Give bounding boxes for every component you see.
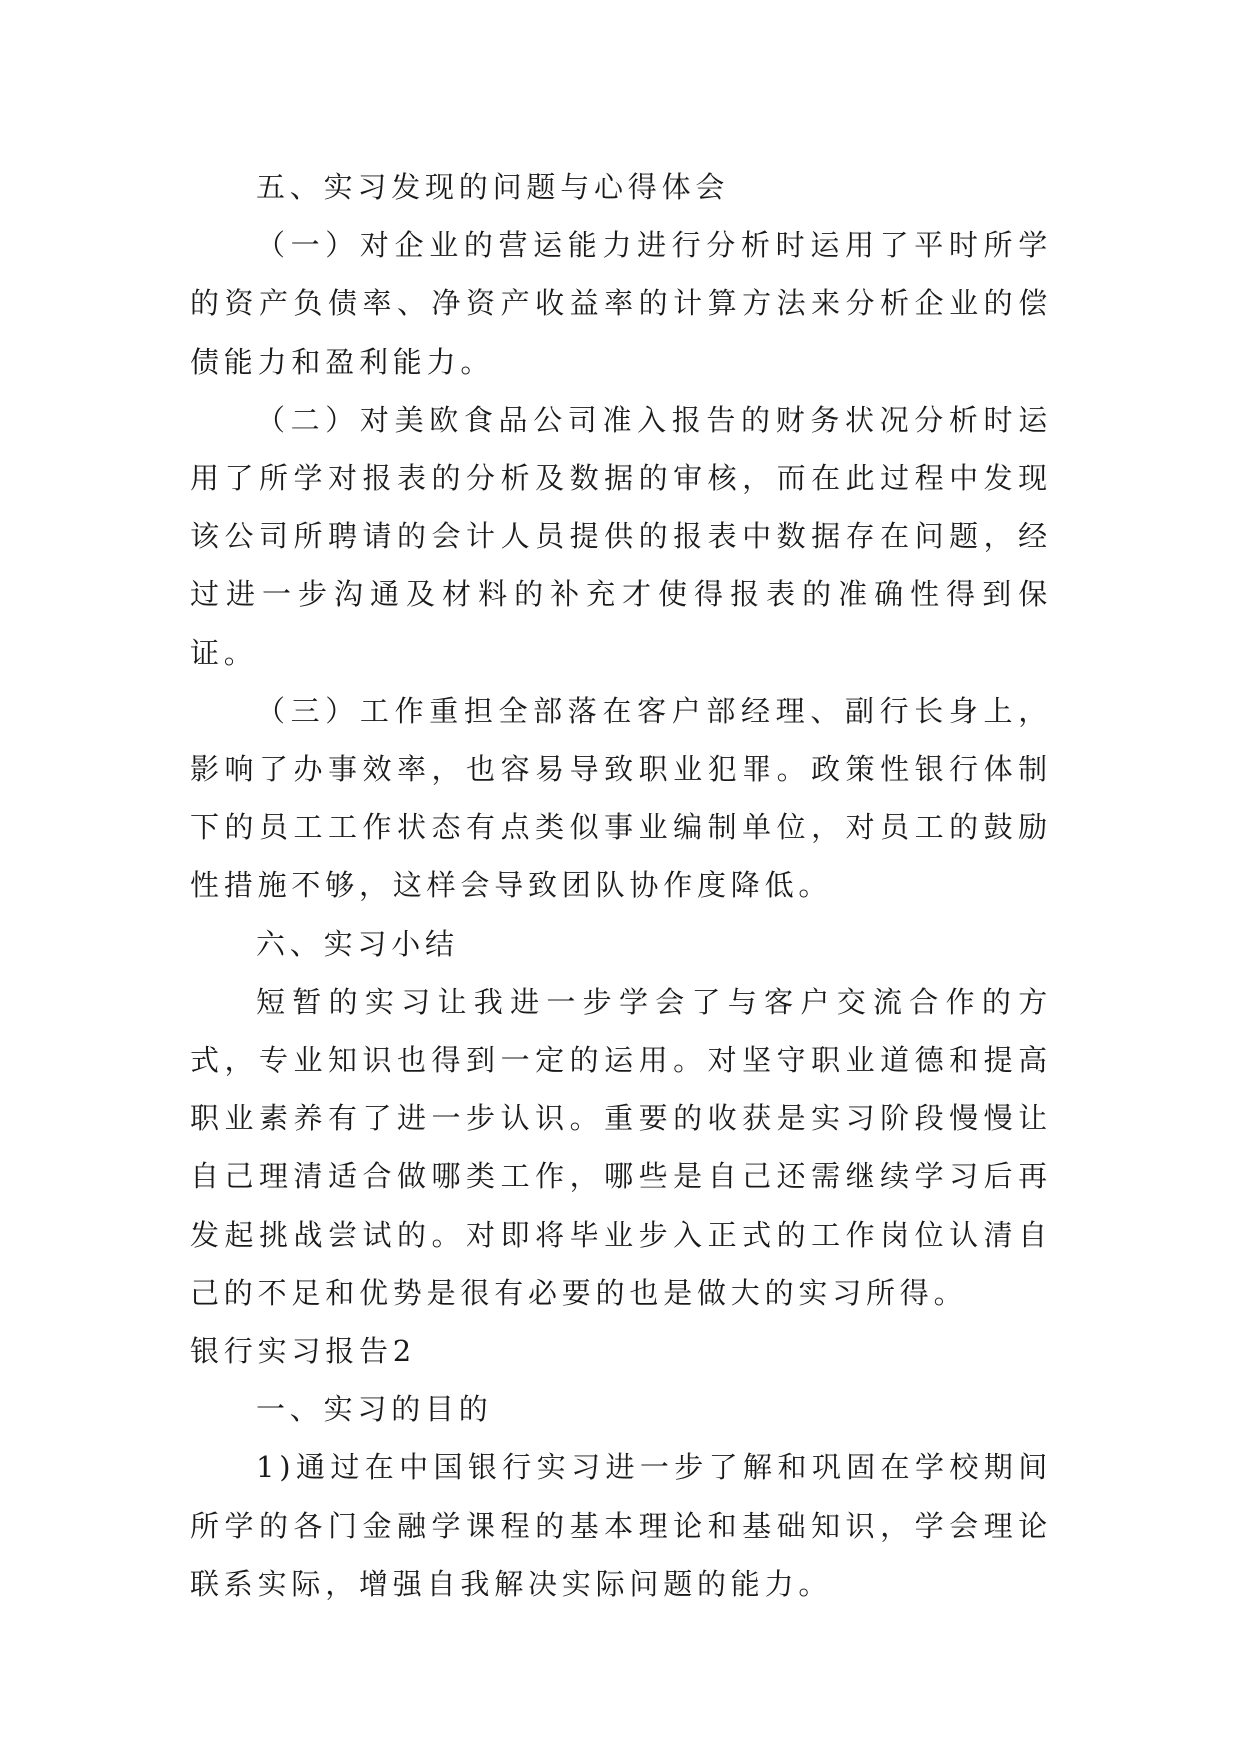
report-title: 银行实习报告2 (190, 1334, 417, 1369)
document-body (190, 158, 1052, 1613)
section-heading-summary: 六、实习小结 (256, 926, 459, 961)
paragraph-financial-analysis: （二）对美欧食品公司准入报告的财务状况分析时运用了所学对报表的分析及数据的审核，而在此过程中发现该公司所聘请的会计人员提供的报表中数据存在问题，经过进一步沟通及材料的补充才使得报表的准确性得到保证。 (190, 402, 1052, 670)
section-heading-problems: 五、实习发现的问题与心得体会 (256, 170, 730, 204)
paragraph-operating-analysis: （一）对企业的营运能力进行分析时运用了平时所学的资产负债率、净资产收益率的计算方法来分析企业的偿债能力和盈利能力。 (190, 228, 1052, 379)
paragraph-summary: 短暂的实习让我进一步学会了与客户交流合作的方式，专业知识也得到一定的运用。对坚守职业道德和提高职业素养有了进一步认识。重要的收获是实习阶段慢慢让自己理清适合做哪类工作，哪些是自己还需继续学习后再发起挑战尝试的。对即将毕业步入正式的工作岗位认清自己的不足和优势是很有必要的也是做大的实习所得。 (190, 984, 1052, 1310)
paragraph-purpose-1: 1)通过在中国银行实习进一步了解和巩固在学校期间所学的各门金融学课程的基本理论和基础知识，学会理论联系实际，增强自我解决实际问题的能力。 (190, 1450, 1052, 1601)
paragraph-workload-issue: （三）工作重担全部落在客户部经理、副行长身上，影响了办事效率，也容易导致职业犯罪。政策性银行体制下的员工工作状态有点类似事业编制单位，对员工的鼓励性措施不够，这样会导致团队协作度降低。 (190, 693, 1052, 903)
section-heading-purpose: 一、实习的目的 (256, 1392, 493, 1427)
